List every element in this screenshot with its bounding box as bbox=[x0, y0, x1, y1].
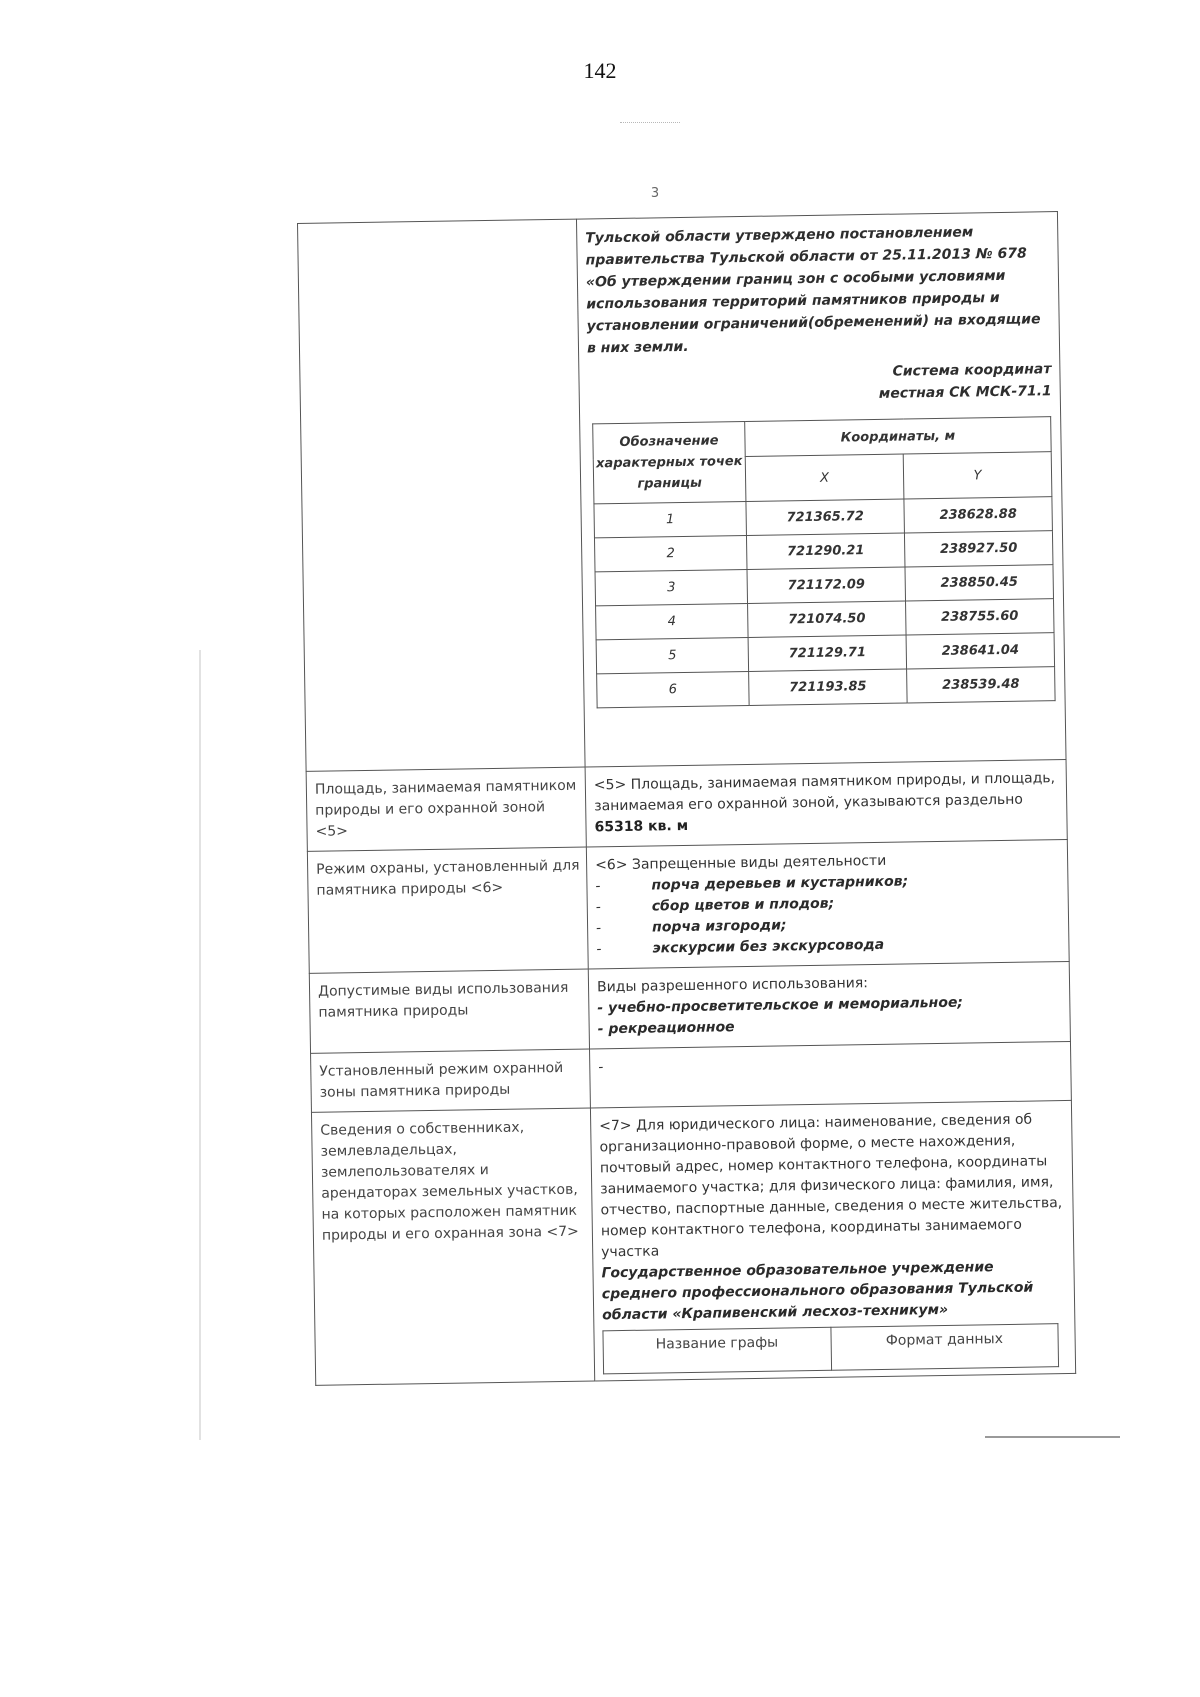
point-id: 2 bbox=[594, 535, 747, 571]
reference-row bbox=[298, 212, 1067, 772]
prohibited-activity: экскурсии без экскурсовода bbox=[652, 936, 885, 957]
reference-text: Тульской области утверждено постановлением правительства Тульской области от 25.11.2013 № 678 «Об утверждении границ зон с особыми условиями использования территорий памятников природы и установлении ограничений(обременений) на входящие в них земли. bbox=[585, 224, 1041, 357]
coordinate-system-line1: Система координат bbox=[892, 361, 1052, 380]
area-value: 65318 кв. м bbox=[594, 817, 689, 836]
format-column-name: Название графы bbox=[603, 1327, 831, 1374]
protection-regime-value-cell bbox=[586, 839, 1069, 969]
prohibited-activity: порча изгороди; bbox=[651, 917, 787, 936]
y-value: 238628.88 bbox=[904, 497, 1053, 533]
x-value: 721172.09 bbox=[747, 567, 906, 603]
area-value-cell bbox=[585, 759, 1067, 847]
x-value: 721365.72 bbox=[746, 499, 905, 535]
scan-page-edge bbox=[199, 650, 201, 1440]
coordinate-system-line2: местная СК МСК-71.1 bbox=[878, 383, 1052, 402]
protection-regime-note: <6> Запрещенные виды деятельности bbox=[595, 852, 887, 874]
area-note: <5> Площадь, занимаемая памятником природы, и площадь, занимаемая его охранной зоной, указываются раздельно bbox=[593, 770, 1056, 815]
coordinate-system bbox=[587, 358, 1052, 409]
allowed-use-label: Допустимые виды использования памятника природы bbox=[309, 969, 589, 1053]
point-id: 3 bbox=[595, 569, 748, 605]
point-id: 1 bbox=[594, 501, 747, 537]
area-label: Площадь, занимаемая памятником природы и его охранной зоной <5> bbox=[306, 767, 586, 851]
allowed-use-value-cell bbox=[588, 961, 1070, 1049]
buffer-zone-label: Установленный режим охранной зоны памятника природы bbox=[311, 1049, 591, 1112]
protection-regime-label: Режим охраны, установленный для памятника природы <6> bbox=[307, 847, 588, 973]
page-number: 142 bbox=[583, 58, 617, 83]
scan-bottom-stroke bbox=[985, 1436, 1120, 1438]
point-id: 6 bbox=[597, 671, 750, 707]
x-value: 721074.50 bbox=[748, 601, 907, 637]
list-dash: - bbox=[595, 878, 601, 895]
x-value: 721129.71 bbox=[748, 635, 907, 671]
points-header: Обозначение характерных точек границы bbox=[593, 421, 746, 503]
x-value: 721193.85 bbox=[749, 669, 908, 705]
point-id: 4 bbox=[596, 603, 749, 639]
owners-value-cell bbox=[590, 1100, 1075, 1381]
prohibited-activity: сбор цветов и плодов; bbox=[651, 895, 835, 915]
buffer-zone-value: - bbox=[590, 1041, 1072, 1108]
list-dash: - bbox=[595, 920, 602, 937]
owner-organization: Государственное образовательное учреждение среднего профессионального образования Тульской области «Крапивенский лесхоз-техникум» bbox=[601, 1259, 1034, 1324]
format-table bbox=[602, 1323, 1059, 1374]
y-value: 238927.50 bbox=[904, 531, 1053, 567]
allowed-use-item: - рекреационное bbox=[597, 1019, 735, 1038]
table-row bbox=[597, 667, 1055, 708]
point-id: 5 bbox=[596, 637, 749, 673]
allowed-use-row bbox=[309, 961, 1070, 1053]
protection-regime-row bbox=[307, 839, 1069, 973]
y-value: 238539.48 bbox=[907, 667, 1056, 703]
x-value: 721290.21 bbox=[746, 533, 905, 569]
x-header: X bbox=[745, 454, 904, 501]
format-column-format: Формат данных bbox=[830, 1324, 1058, 1371]
owners-label: Сведения о собственниках, землевладельцах, землепользователях и арендаторах земельных участков, на которых расположен памятник природы и его охранная зона <7> bbox=[311, 1108, 594, 1385]
list-dash: - bbox=[595, 899, 601, 916]
coordinates-header: Координаты, м bbox=[745, 417, 1052, 457]
allowed-use-note: Виды разрешенного использования: bbox=[596, 975, 869, 996]
natural-monument-table bbox=[297, 211, 1076, 1386]
reference-label-cell bbox=[298, 219, 586, 771]
y-value: 238850.45 bbox=[905, 565, 1054, 601]
allowed-use-item: - учебно-просветительское и мемориальное; bbox=[597, 994, 964, 1017]
area-row bbox=[306, 759, 1067, 851]
coordinates-table bbox=[592, 416, 1055, 708]
inner-page-number: 3 bbox=[650, 186, 660, 201]
scan-mark bbox=[620, 122, 680, 123]
reference-value-cell bbox=[576, 212, 1066, 767]
owners-note: <7> Для юридического лица: наименование, сведения об организационно-правовой форме, о месте нахождения, почтовый адрес, номер контактного телефона, координаты занимаемого участка; для физического лица: фамилия, имя, отчество, паспортные данные, сведения о месте жительства, номер контактного телефона, координаты занимаемого участка bbox=[599, 1111, 1063, 1261]
document-table-wrapper bbox=[297, 211, 1075, 1386]
owners-row bbox=[311, 1100, 1075, 1385]
y-header: Y bbox=[903, 452, 1052, 499]
prohibited-activity: порча деревьев и кустарников; bbox=[651, 873, 909, 894]
list-dash: - bbox=[596, 941, 602, 958]
y-value: 238755.60 bbox=[906, 599, 1055, 635]
y-value: 238641.04 bbox=[906, 633, 1055, 669]
format-table-header-row bbox=[603, 1324, 1059, 1374]
